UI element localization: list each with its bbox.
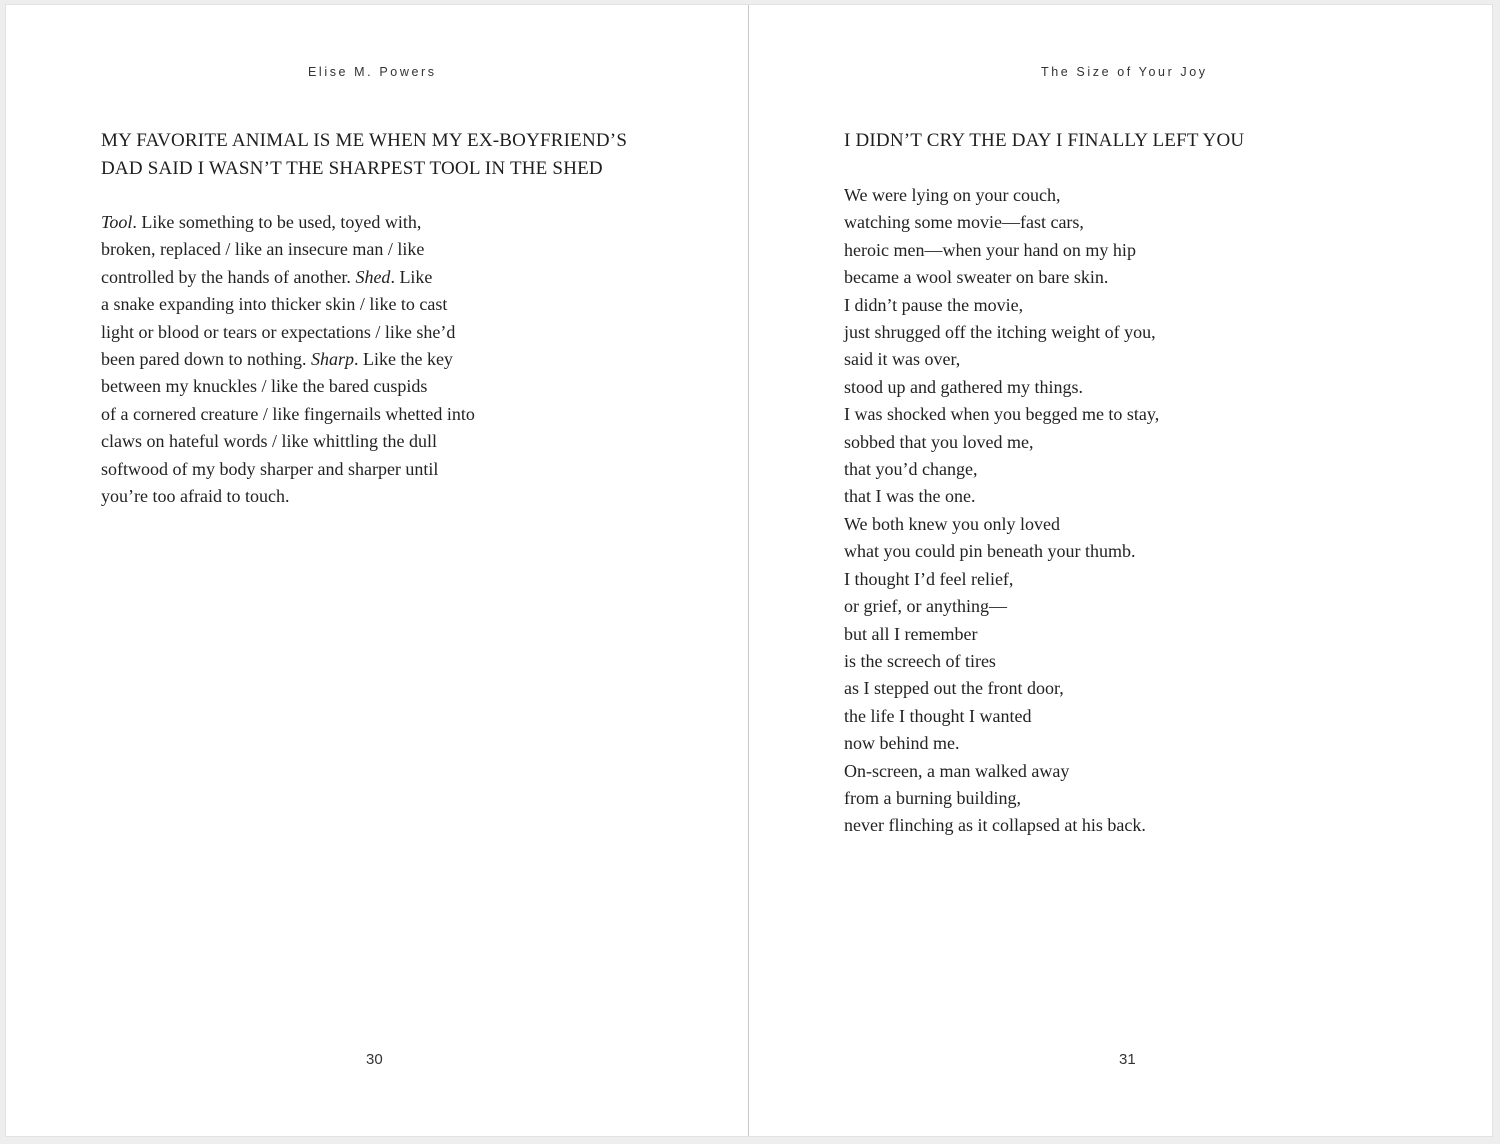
poem-line-text: I thought I’d feel relief,	[844, 568, 1014, 589]
poem-line	[844, 401, 1159, 428]
poem-line	[844, 648, 1159, 675]
poem-line-text: We both knew you only loved	[844, 513, 1061, 534]
poem-line-text: watching some movie—fast cars,	[844, 212, 1084, 233]
book-spread	[6, 5, 1492, 1136]
poem-line-italic-word: Tool	[101, 212, 133, 232]
poem-line-text: is the screech of tires	[844, 650, 996, 671]
poem-line	[844, 812, 1159, 839]
poem-line-text: now behind me.	[844, 733, 960, 754]
poem-line	[844, 511, 1159, 538]
poem-line-text: softwood of my body sharper and sharper until	[101, 458, 439, 479]
poem-line	[101, 209, 475, 236]
poem-title	[101, 127, 627, 183]
poem-line	[101, 401, 475, 428]
poem-line-text: I was shocked when you begged me to stay,	[844, 404, 1160, 425]
poem-line-italic-word: Shed	[355, 266, 391, 287]
poem-line	[101, 236, 475, 263]
poem-line-text: or grief, or anything—	[844, 596, 1007, 617]
running-head-author: Elise M. Powers	[308, 65, 437, 79]
poem-line-text: a snake expanding into thicker skin / like to cast	[101, 294, 448, 315]
poem-line-text: said it was over,	[844, 349, 961, 370]
poem-line	[101, 428, 475, 455]
poem-line	[844, 456, 1159, 483]
poem-line-text: . Like the key	[353, 349, 453, 370]
page-number: 31	[1119, 1051, 1136, 1068]
poem-line	[844, 593, 1159, 620]
poem-line-text: as I stepped out the front door,	[844, 678, 1064, 699]
poem-line	[101, 373, 475, 400]
poem-line-text: broken, replaced / like an insecure man / like	[101, 239, 425, 260]
poem-line-text: but all I remember	[844, 623, 978, 644]
page-number: 30	[366, 1051, 383, 1068]
poem-line	[844, 182, 1159, 209]
poem-title-line: MY FAVORITE ANIMAL IS ME WHEN MY EX-BOYFRIEND’S	[101, 130, 628, 151]
poem-line-text: you’re too afraid to touch.	[101, 486, 290, 507]
poem-line	[844, 237, 1159, 264]
poem-line	[101, 319, 475, 346]
poem-line	[101, 346, 475, 373]
poem-line	[844, 538, 1159, 565]
poem-line	[844, 785, 1159, 812]
poem-line-text: became a wool sweater on bare skin.	[844, 267, 1109, 288]
poem-line	[844, 374, 1159, 401]
poem-title-line: I DIDN’T CRY THE DAY I FINALLY LEFT YOU	[844, 130, 1245, 151]
running-head-book-title: The Size of Your Joy	[1041, 65, 1208, 79]
poem-line-text: that you’d change,	[844, 459, 978, 480]
poem-line-text: just shrugged off the itching weight of you,	[844, 322, 1156, 343]
poem-title	[844, 127, 1244, 155]
poem-line	[844, 319, 1159, 346]
poem-body	[844, 182, 1159, 840]
poem-line	[101, 291, 475, 318]
poem-line	[844, 566, 1159, 593]
poem-line-text: the life I thought I wanted	[844, 705, 1032, 726]
poem-line	[844, 264, 1159, 291]
poem-line-text: claws on hateful words / like whittling the dull	[101, 431, 437, 452]
poem-line	[844, 483, 1159, 510]
poem-body	[101, 209, 475, 510]
poem-line-text: controlled by the hands of another.	[101, 266, 356, 287]
poem-line-text: On-screen, a man walked away	[844, 760, 1070, 781]
poem-line	[844, 209, 1159, 236]
poem-line-text: of a cornered creature / like fingernails whetted into	[101, 403, 475, 424]
poem-line-text: been pared down to nothing.	[101, 349, 311, 370]
poem-line	[101, 483, 475, 510]
poem-line-text: that I was the one.	[844, 486, 976, 507]
poem-line-text: light or blood or tears or expectations / like she’d	[101, 321, 456, 342]
poem-line-text: between my knuckles / like the bared cuspids	[101, 376, 428, 397]
poem-line	[844, 621, 1159, 648]
right-page	[749, 5, 1492, 1136]
poem-line	[101, 456, 475, 483]
poem-line	[844, 346, 1159, 373]
poem-line	[844, 292, 1159, 319]
poem-line	[844, 730, 1159, 757]
poem-line	[844, 429, 1159, 456]
poem-line	[844, 758, 1159, 785]
poem-line-text: I didn’t pause the movie,	[844, 294, 1024, 315]
poem-line-text: We were lying on your couch,	[844, 185, 1061, 205]
poem-line	[101, 264, 475, 291]
poem-line	[844, 703, 1159, 730]
poem-line-text: never flinching as it collapsed at his back.	[844, 815, 1146, 836]
poem-line-text: . Like	[390, 266, 433, 287]
poem-line-text: stood up and gathered my things.	[844, 376, 1083, 397]
poem-line-text: what you could pin beneath your thumb.	[844, 541, 1136, 562]
poem-line	[844, 675, 1159, 702]
poem-title-line: DAD SAID I WASN’T THE SHARPEST TOOL IN THE SHED	[101, 158, 603, 179]
poem-line-text: . Like something to be used, toyed with,	[132, 212, 422, 232]
left-page	[6, 5, 748, 1136]
poem-line-text: sobbed that you loved me,	[844, 431, 1034, 452]
poem-line-italic-word: Sharp	[310, 349, 354, 370]
poem-line-text: from a burning building,	[844, 787, 1021, 808]
poem-line-text: heroic men—when your hand on my hip	[844, 239, 1136, 260]
